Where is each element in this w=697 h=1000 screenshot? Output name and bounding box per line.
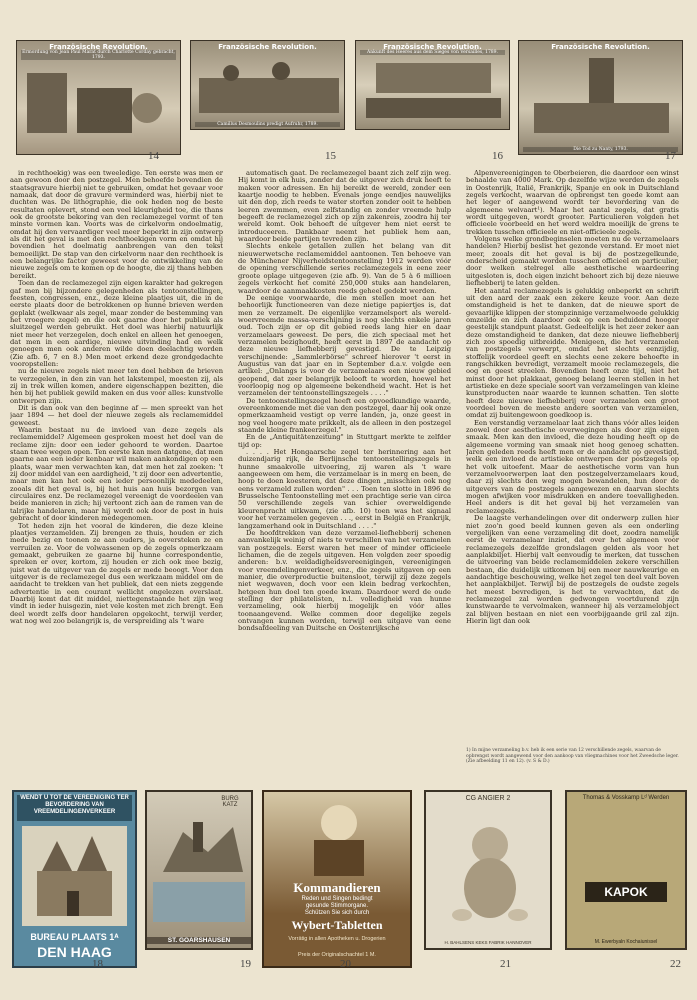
page-number-15: 15 xyxy=(325,150,336,162)
stamp-18-top-text: WENDT U TOT DE VEREENIGING TER BEVORDERING VAN VREEMDELINGENVERKEER xyxy=(17,795,132,821)
stamp-20-wybert xyxy=(262,790,412,968)
page-number-18: 18 xyxy=(92,958,103,970)
plate-15-caption: Französische Revolution. xyxy=(218,43,317,51)
paragraph: Alpenvereenigingen te Oberbeieren, die daardoor een winst behaalde van 4000 Mark. Op dezelfde wijze werden de zegels in Oostenrijk, Italië, Frankrijk, Spanje en ook in Duitschland zegels verkocht, waarvan de opbrengst ten goede komt aan het leger of aangewend wordt ter bevordering van de algemeene welvaart¹). Maar het aantal zegels, dat gratis wordt uitgegeven, wordt grooter. Particulieren volgden het officieele voorbeeld en het werd weldra moeilijk de grens te trekken tusschen officieele en niet-officieele zegels. xyxy=(466,170,679,236)
stamp-20-foot2: Preis der Originalschachtel 1 M. xyxy=(298,952,376,958)
text-column-3 xyxy=(466,170,679,742)
page-number-14: 14 xyxy=(148,150,159,162)
stamp-20-foot1: Vorrätig in allen Apotheken u. Drogerien xyxy=(288,936,386,942)
page-number-19: 19 xyxy=(240,958,251,970)
stamp-20-figure xyxy=(294,798,384,878)
paragraph: De laagste verhandelingen over dit onderwerp zullen hier niet zoo'n goed beeld kunnen geven als een onderling vergelijken van eene verzameling dit doet, zoodra namelijk eerst de verzamelaar inziet, dat over het algemeen voor reclamezegels dezelfde grondslagen gelden als voor het aanplakbiljet. Hierbij valt eenvoudig te merken, dat tusschen de uitvoering van beide reclamemiddelen zekere verschillen bestaan, die duidelijk uitkomen bij een meer nauwkeurige en aandachtige beschouwing, welke het zegel ten deel valt boven het aanplakbiljet. Terwijl bij de postzegels de oudste zegels het meest bevredigen, is het te verwachten, dat de reclamezegel zal worden gedwongen voortdurend zijn kunstwaarde te vervolmaken, wanneer hij als verzamelobject zal blijven bestaan en niet een voorbijgaande gril zal zijn. Hierin ligt dan ook xyxy=(466,514,679,625)
plate-16-caption: Französische Revolution. xyxy=(383,43,482,51)
plate-14 xyxy=(16,40,181,155)
stamp-19-top-text: BURG KATZ xyxy=(221,796,239,808)
paragraph: . . . . Het Hongaarsche zegel ter herinnering aan het duizendjarig rijk, de Berlijnsche tentoonstellingszegels in hunne smaakvolle uitvoering, zij waren als 't ware aangeeween om hem, die verzamelaar is in merg en been, de hoop te doen koesteren, dat deze dingen „misschien ook nog eens verzameld zullen worden" . . . Toen ten slotte in 1896 de Brusselsche Tentoonstelling met een prachtige serie van circa 50 verschillende zegels van schier overweldigende kleurenpracht uitkwam, (zie afb. 10) toen was het signaal voor het verzamelen gegeven . . ., eerst in België en Frankrijk, langzamerhand ook in Duitschland . . . ." xyxy=(238,448,451,530)
stamp-21-top-text: CG ANGIER 2 xyxy=(465,795,511,802)
stamp-19-castle xyxy=(153,812,245,922)
stamp-22-kapok xyxy=(565,790,687,950)
paragraph: Tot heden zijn het vooral de kinderen, die deze kleine plaatjes verzamelden. Zij brengen ze thuis, houden er zich mede bezig en toonen ze aan ouders, ja ooversteken ze en verruilen ze. Voor de volwassenen op de zegels opmerkzaam gemaakt, gebruiken ze gaarne bij hunne correspondentie, spreken er over, kortom, zij houden er zich ook mee bezig, juist wat de uitgever van de zegels er mede beoogt. Voor den uitgever is de reclamezegel dus een werkzaam middel om de aandacht te trekken van het publiek, dat een niets zeggende advertentie in een courant wellicht ongelezen overslaat. Daarbij komt dat dit middel, niettegenstaande het zijn weg vindt in ieder huisgezin, niet vele kosten met zich brengt. Een deel wordt zelfs door handelaren opgekocht, terwijl verder, wat nog wel zoo belangrijk is, de verspreiding als 't ware xyxy=(10,521,223,625)
stamp-18-den-haag xyxy=(12,790,137,968)
stamp-22-top-text: Thomas & Vosskamp Lᵈ Werden xyxy=(582,795,670,801)
plate-16-subcaption: Ankunft des Heeres aus dem Sieges von Versailles, 1789. xyxy=(360,50,505,55)
plate-15 xyxy=(190,40,345,130)
stamp-18-bottom-line2: DEN HAAG xyxy=(37,944,112,960)
stamp-20-line1: Reden und Singen bedingt xyxy=(301,896,373,902)
paragraph: Toen dan de reclamezegel zijn eigen karakter had gekregen gaf men bij bijzondere gelegenheden als tentoonstellingen, feesten, congressen, enz., deze kleine plaatjes uit, die in de eerste plaats door de betrokkenen op hunne brieven werden geplakt (welkwaar als zegel, maar zonder de bestemming van het vroegere zegel) en die ook gaarne door het publiek als sluitzegel werden gebruikt. Het doel was hierbij natuurlijk niet meer het verzegelen, doch enkel en alleen het genoegen, dat men in een aardige, nieuwe uitvinding had en welk genoegen men ook anderen wilde doen deelachtig worden (Zie afb. 6, 7 en 8.) Men moet erkend deze grondgedachte vooropstellen: xyxy=(10,279,223,368)
page-number-21: 21 xyxy=(500,958,511,970)
plate-17-caption: Französische Revolution. xyxy=(551,43,650,51)
plate-17-scene xyxy=(519,53,683,148)
text-column-1 xyxy=(10,170,223,775)
page-number-16: 16 xyxy=(492,150,503,162)
plate-15-scene xyxy=(191,53,345,123)
page-number-22: 22 xyxy=(670,958,681,970)
paragraph: automatisch gaat. De reclamezegel baant zich zelf zijn weg. Hij komt in elk huis, zonder dat de uitgever zich druk heeft te maken voor adressen. En hij bereikt de wereld, zonder een kaartje noodig te hebben. Evenals jonge eendjes nauwelijks uit den dop, zich reeds te water storten zonder ooit te hebben leeren zwemmen, even zelfstandig en zonder vreemde hulp begeeft de reclamezegel zich op zijn zakenreis, zoodra hij ter wereld komt. Ook behoeft de uitgever hem niet eerst te introduceeren. Dankbaar neemt het publiek hem aan, waardoor beide partijen tevreden zijn. xyxy=(238,170,451,244)
paragraph: Waarin bestaat nu de invloed van deze zegels als reclamemiddel? Algemeen gesproken moest het doel van de reclame zijn: door een ieder gehoord te worden. Daartoe staan twee wegen open. Ten eerste kan men datgene, dat men gaarne aan een ieder kenbaar wil maken aankondigen op een plaats, waar men verwachten kan, dat men het zal zoeken: 't zij door middel van een aardigheid, 't zij door een advertentie, maar men kan het ook een ieder persoonlijk mededeelen, zooals dit het geval is, bij het huis aan huis bezorgen van circulaires enz. De reclamezegel vereenigt de voordeelen van beide manieren in zich; hij vertoont zich aan de ramen van de talrijke handelaren, maar hij wordt ook door de post in huis gebracht of door kinderen medegenomen. xyxy=(10,426,223,523)
plate-15-subcaption: Camillus Desmoulins predigt Aufruhr, 1789. xyxy=(195,122,340,127)
plate-14-caption: Französische Revolution. xyxy=(49,43,148,51)
stamp-21-bottom-text: H. BAHLSENS KEKS FABRIK HANNOVER xyxy=(444,940,532,945)
paragraph: Slechts enkele getallen zullen het belang van dit nieuwerwetsche reclamemiddel aantoonen. Ten behoeve van de Münchener Nijverheidstentoonstelling 1912 werden vóór de opening verschillende series reclamezegels in eene zeer groote oplage uitgegeven (zie afb. 9). Van de 5 à 6 millioen zegels verkocht het comité 250,000 stuks aan handelaren, waardoor de aanmaakkosten reeds geheel gedekt werden. xyxy=(238,242,451,295)
stamp-21-bahlsen xyxy=(424,790,552,950)
paragraph: De tentoonstellingszegel heeft een opvoedkundige waarde, overeenkomende met die van den postzegel, daar hij ook onze opmerkzaamheid vestigt op verre landen, ja, onze geest in nog veel hoogere mate prikkelt, als de alleen in den postzegel staande kleine frankeerzegel." xyxy=(238,396,451,435)
paragraph: nu de nieuwe zegels niet meer ten doel hebben de brieven te verzegelen, in den zin van het lakstempel, moesten zij, als zij in trek willen komen, andere eigenschappen bezitten, die hen bij het publiek gewild maken en dus voor alles: kunstvolle ontwerpen zijn. xyxy=(10,367,223,405)
paragraph: Een verstandig verzamelaar laat zich thans vóór alles leiden zoowel door aesthetische overwegingen als door zijn eigen smaak. Men kan den invloed, die deze houding heeft op de algemeene vorming van smaak niet hoog genoeg schatten. Jaren geleden reeds heeft men er de aandacht op gevestigd, welk een invloed de artistieke ontwerpen der postzegels op het volk uitoefent. Maar de aesthetische vorm van hun verzamelvoorwerpen laat den postzegelverzamelaars koud, daar zij slechts den weg mogen bewandelen, hun door de uitgevers van de postzegels aangewezen en daarvan slechts mogen afwijken voor misdrukken en andere toevalligheden. Heel anders is dit het geval bij het verzamelen van reclamezegels. xyxy=(466,418,679,515)
text-column-2 xyxy=(238,170,451,775)
stamp-19-bottom-text: ST. GOARSHAUSEN xyxy=(147,937,251,944)
paragraph: De hoofdtrekken van deze verzamel-liefhebberij schenen aanvankelijk weinig of niets te verschillen van het verzamelen van postzegels. Eerst waren het meer of minder officieele lichamen, die de zegels uitgeven. Hen volgden zeer spoedig anderen: b.v. weldadigheidsvereenigingen, vereenigingen voor vreemdelingenverkeer, enz., die zegels uitgaven op een manier, die overproductie buitensloot, terwijl zij deze zegels niet wegwaven, doch voor een klein bedrag verkochten, hetgeen hun doel ten goede kwam. Daardoor werd de oude stelling der philatelisten, n.l. volledigheid van hunne verzameling, ook hierbij mogelijk en vóór alles toonaangevend. Welke commen door degelijke zegels ontvangen kunnen worden, terwijl een uitgave van eene bondsafdeeling van Duitsche en Oostenrijksche xyxy=(238,528,451,633)
paragraph: En de „Antiquitätenzeitung" in Stuttgart merkte te zelfder tijd op: xyxy=(238,433,451,449)
paragraph: Volgens welke grondbeginselen moeten nu de verzamelaars handelen? Hierbij beslist het gezonde verstand. Er moet niet meer, zooals dit het geval is bij de postzegelkunde, onderscheid gemaakt worden tusschen officieel en particulier, door welken stelregel alle aesthetische waardeering uitgesloten is, doch eigen inzicht behoort zich bij deze nieuwe liefhebberij te laten gelden. xyxy=(466,235,679,288)
plate-16 xyxy=(355,40,510,130)
page-number-20: 20 xyxy=(340,958,351,970)
plate-16-scene xyxy=(356,53,510,128)
page-number-17: 17 xyxy=(665,150,676,162)
plate-14-scene xyxy=(17,53,181,148)
paragraph: Het aantal reclamezegels is gelukkig onbeperkt en schrift uit den aard der zaak een zekere keuze voor. Aan deze omstandigheid is het te danken, dat de nieuwe sport de gevaarlijke klippen der stompzinnige verzamelwoede gelukkig omzeilde en zich daardoor ook op een beduidend hooger geestelijk standpunt plaatst. Gedeeltelijk is het zeer zeker aan deze omstandigheid te danken, dat deze nieuwe liefhebberij zich zoo spoedig uitbreidde. Menigeen, die het verzamelen van postzegels verwerpt, omdat het slechts eenzijdig, stoffelijk voordeel geeft en slechts eene zekere behoefte in rangschikken bevredigt, verzamelt mooie reclamezegels, die oog en geest streelen. Bovendien heeft onze tijd, niet het minst door het plakkaat, genoeg belang leeren stellen in het artistieke en deze speciale soort van verzamelingen van kleine kunstproducten naar waarde te kunnen schatten. Ten slotte heeft deze nieuwe liefhebberij voor verzamelen een groot voordeel boven de meeste andere soorten van verzamelen, omdat zij buitengewoon goedkoop is. xyxy=(466,286,679,420)
stamp-21-cherub xyxy=(440,810,540,935)
stamp-19-burg-katz xyxy=(145,790,253,950)
footnote: 1) In mijne verzameling b.v. heb ik een serie van 12 verschillende zegels, waarvan de opbrengst wordt aangewend voor den aankoop van vliegmachines voor het Zweedsche leger. (Zie afbeelding 11 en 12). (v. S & D.) xyxy=(466,748,679,764)
paragraph: Dit is dan ook van den beginne af — men spreekt van het jaar 1894 — het doel der nieuwe zegels als reclamemiddel geweest. xyxy=(10,404,223,427)
paragraph: in rechthoekig) was een tweeledige. Ten eerste was men er aan gewoon door den postzegel. Men behoefde bovendien de staatsgravure hierbij niet te gebruiken, omdat het gevaar voor namaak, dat door de gravure verminderd was, hierbij niet te duchten was. De lithographie, die ook heden nog de beste resultaten oplevert, stond een veel kleurigheid toe, die thans ook de grootste bekoring van den reclamezegel vormt of ten minste vormen kan. Voorts was de cirkelvorm ondoelmatig, omdat hij den vervaardiger veel meer beperkt in zijn ontwerp als dit het geval is met den rechthoekigen vorm en omdat hij bovendien het doelmatig aanbrengen van den tekst bemoeilijkt. De stap van den cirkelvorm naar den rechthoek is een belangrijke factor geweest voor de ontwikkeling van de nieuwe zegels om te komen op de hoogte, die zij thans hebben bereikt. xyxy=(10,170,223,280)
plate-17 xyxy=(518,40,683,155)
stamp-20-line2: gesunde Stimmorgane. xyxy=(305,903,369,909)
paragraph: De eenige voorwaarde, die men stellen moet aan het behoorlijk functioneeren van deze nietige papiertjes is, dat men ze verzamelt. De eigenlijke verzamelsport als wereld-woervreemde massa-verschijning is nog slechts enkele jaren oud. Toch zijn er op dit gebied reeds lang hier en daar verzamelaars geweest. De pers, die zich speciaal met het verzamelen bezighoudt, heeft eerst in 1897 de aandacht op deze nieuwe liefhebberij gevestigd. De te Leipzig verschijnende: „Sammlerbörse" schreef hierover 't eerst in Augustus van dat jaar en in September d.a.v. volgde een artikel: „Onlangs is voor de verzamelaars een nieuw gebied geopend, dat zeer belangrijk belooft te worden, hoewel het voorloopig nog op algemeene bekendheid wacht. Het is het verzamelen der tentoonstellingszegels . . . ." xyxy=(238,293,451,398)
plate-17-subcaption: Die Tod zu Nanty, 1793. xyxy=(523,147,678,152)
stamp-18-bottom-line1: BUREAU PLAATS 1ᴬ xyxy=(30,932,119,942)
stamp-18-building xyxy=(22,826,127,926)
stamp-20-title2: Wybert-Tabletten xyxy=(291,918,383,932)
plate-14-subcaption: Ermordung von Jean Paul Marat durch Charlotte Corday gebracht, 1793. xyxy=(22,50,175,60)
stamp-20-line3: Schützen Sie sich durch xyxy=(304,910,370,916)
stamp-22-bottom-text: M. Ewerbyaln Kochaiunissel xyxy=(594,939,658,945)
stamp-20-title1: Kommandieren xyxy=(293,880,381,895)
stamp-22-brand: KAPOK xyxy=(585,882,667,902)
